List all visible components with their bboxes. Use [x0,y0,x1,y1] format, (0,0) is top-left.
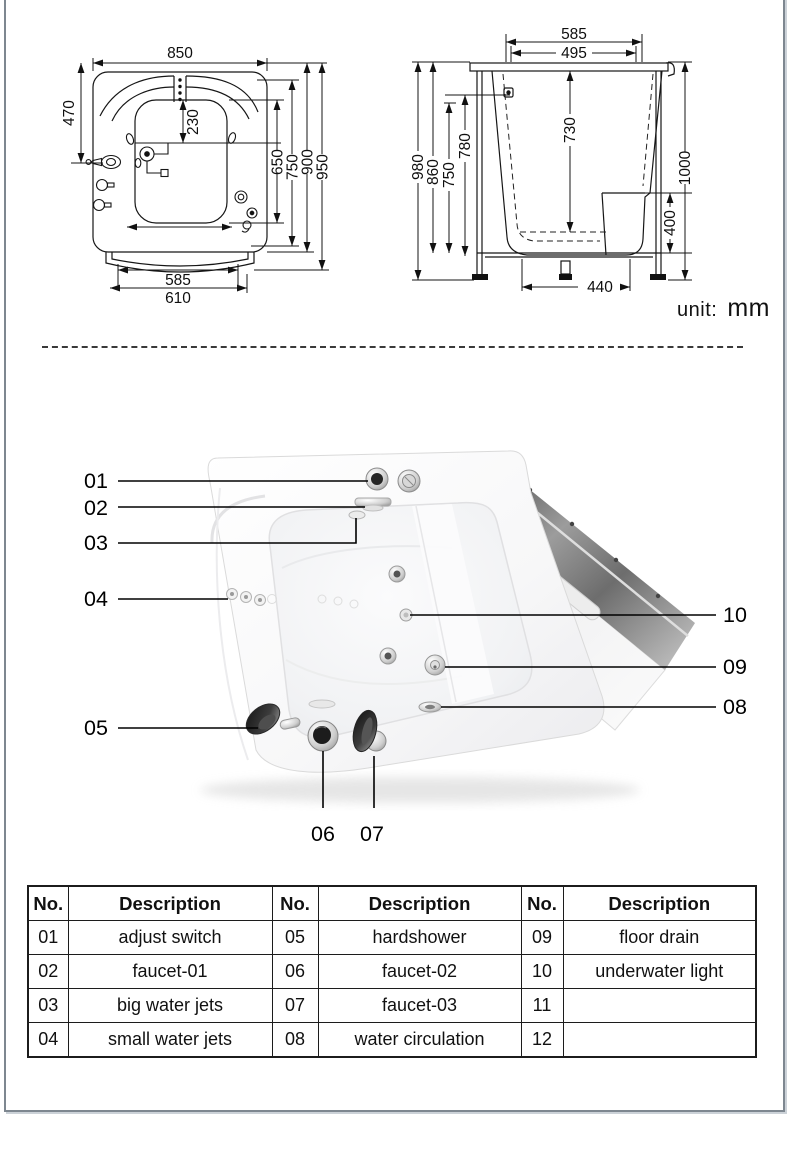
part-number-cell: 10 [521,955,563,989]
part-number-cell: 05 [272,921,318,955]
dim-650: 650 [269,149,287,175]
faucet-02-knob [308,721,338,751]
dim-950: 950 [314,154,332,180]
dim-470: 470 [61,100,78,126]
table-row [28,921,756,955]
callout-08: 08 [723,695,747,719]
header-desc-1: Description [68,886,272,921]
unit-label: unit: [677,299,718,321]
part-description-cell: adjust switch [68,921,272,955]
callout-10: 10 [723,603,747,627]
part-number-cell: 01 [28,921,68,955]
part-number-cell: 06 [272,955,318,989]
dim-440: 440 [587,279,613,296]
callout-07: 07 [360,822,384,846]
spray-holes [178,78,181,101]
part-number-cell: 02 [28,955,68,989]
floor-shadow [200,777,640,803]
part-description-cell [563,1023,756,1058]
callout-06: 06 [311,822,335,846]
dim-980: 980 [410,154,427,180]
callout-01: 01 [84,469,108,493]
part-description-cell: small water jets [68,1023,272,1058]
tub-outline-side [470,63,674,274]
dim-850: 850 [167,45,193,62]
header-no-1: No. [28,886,68,921]
header-desc-2: Description [318,886,521,921]
callout-03: 03 [84,531,108,555]
side-view-drawing [400,18,770,318]
part-number-cell: 04 [28,1023,68,1058]
inner-surface-dashed [503,74,653,241]
part-description-cell: floor drain [563,921,756,955]
unit-value: mm [727,294,770,322]
dim-750-side: 750 [441,162,458,188]
callout-05: 05 [84,716,108,740]
part-number-cell: 07 [272,989,318,1023]
feet [472,274,666,280]
header-desc-3: Description [563,886,756,921]
part-number-cell: 11 [521,989,563,1023]
part-description-cell: faucet-01 [68,955,272,989]
callout-04: 04 [84,587,108,611]
dim-900: 900 [299,149,317,175]
part-number-cell: 03 [28,989,68,1023]
callout-02: 02 [84,496,108,520]
dim-860: 860 [425,159,442,185]
part-description-cell: faucet-02 [318,955,521,989]
waterfall-fitting [349,511,365,519]
part-description-cell: big water jets [68,989,272,1023]
part-description-cell: underwater light [563,955,756,989]
part-description-cell: water circulation [318,1023,521,1058]
dim-750: 750 [284,154,302,180]
table-row [28,955,756,989]
unit-note [600,294,770,323]
dim-610: 610 [165,290,191,307]
dim-1000: 1000 [677,150,694,186]
part-number-cell: 09 [521,921,563,955]
dim-585-top: 585 [561,26,587,43]
faucet-top-view [86,156,120,211]
dashed-divider [42,346,743,348]
dim-730: 730 [562,117,579,143]
table-row [28,989,756,1023]
jets-and-fittings-top [125,132,257,232]
dim-585-bottom: 585 [165,272,191,289]
product-photo-diagram [60,448,770,848]
header-no-3: No. [521,886,563,921]
dim-400: 400 [662,210,679,236]
callout-09: 09 [723,655,747,679]
dim-230: 230 [185,109,202,135]
part-description-cell [563,989,756,1023]
table-header-row [28,886,756,921]
dim-495: 495 [561,45,587,62]
part-number-cell: 12 [521,1023,563,1058]
part-number-cell: 08 [272,1023,318,1058]
header-no-2: No. [272,886,318,921]
table-row [28,1023,756,1058]
tub-outline-top [93,72,281,272]
part-description-cell: faucet-03 [318,989,521,1023]
dim-780: 780 [457,133,474,159]
part-description-cell: hardshower [318,921,521,955]
top-view-drawing [55,22,405,322]
parts-table [27,885,757,1058]
